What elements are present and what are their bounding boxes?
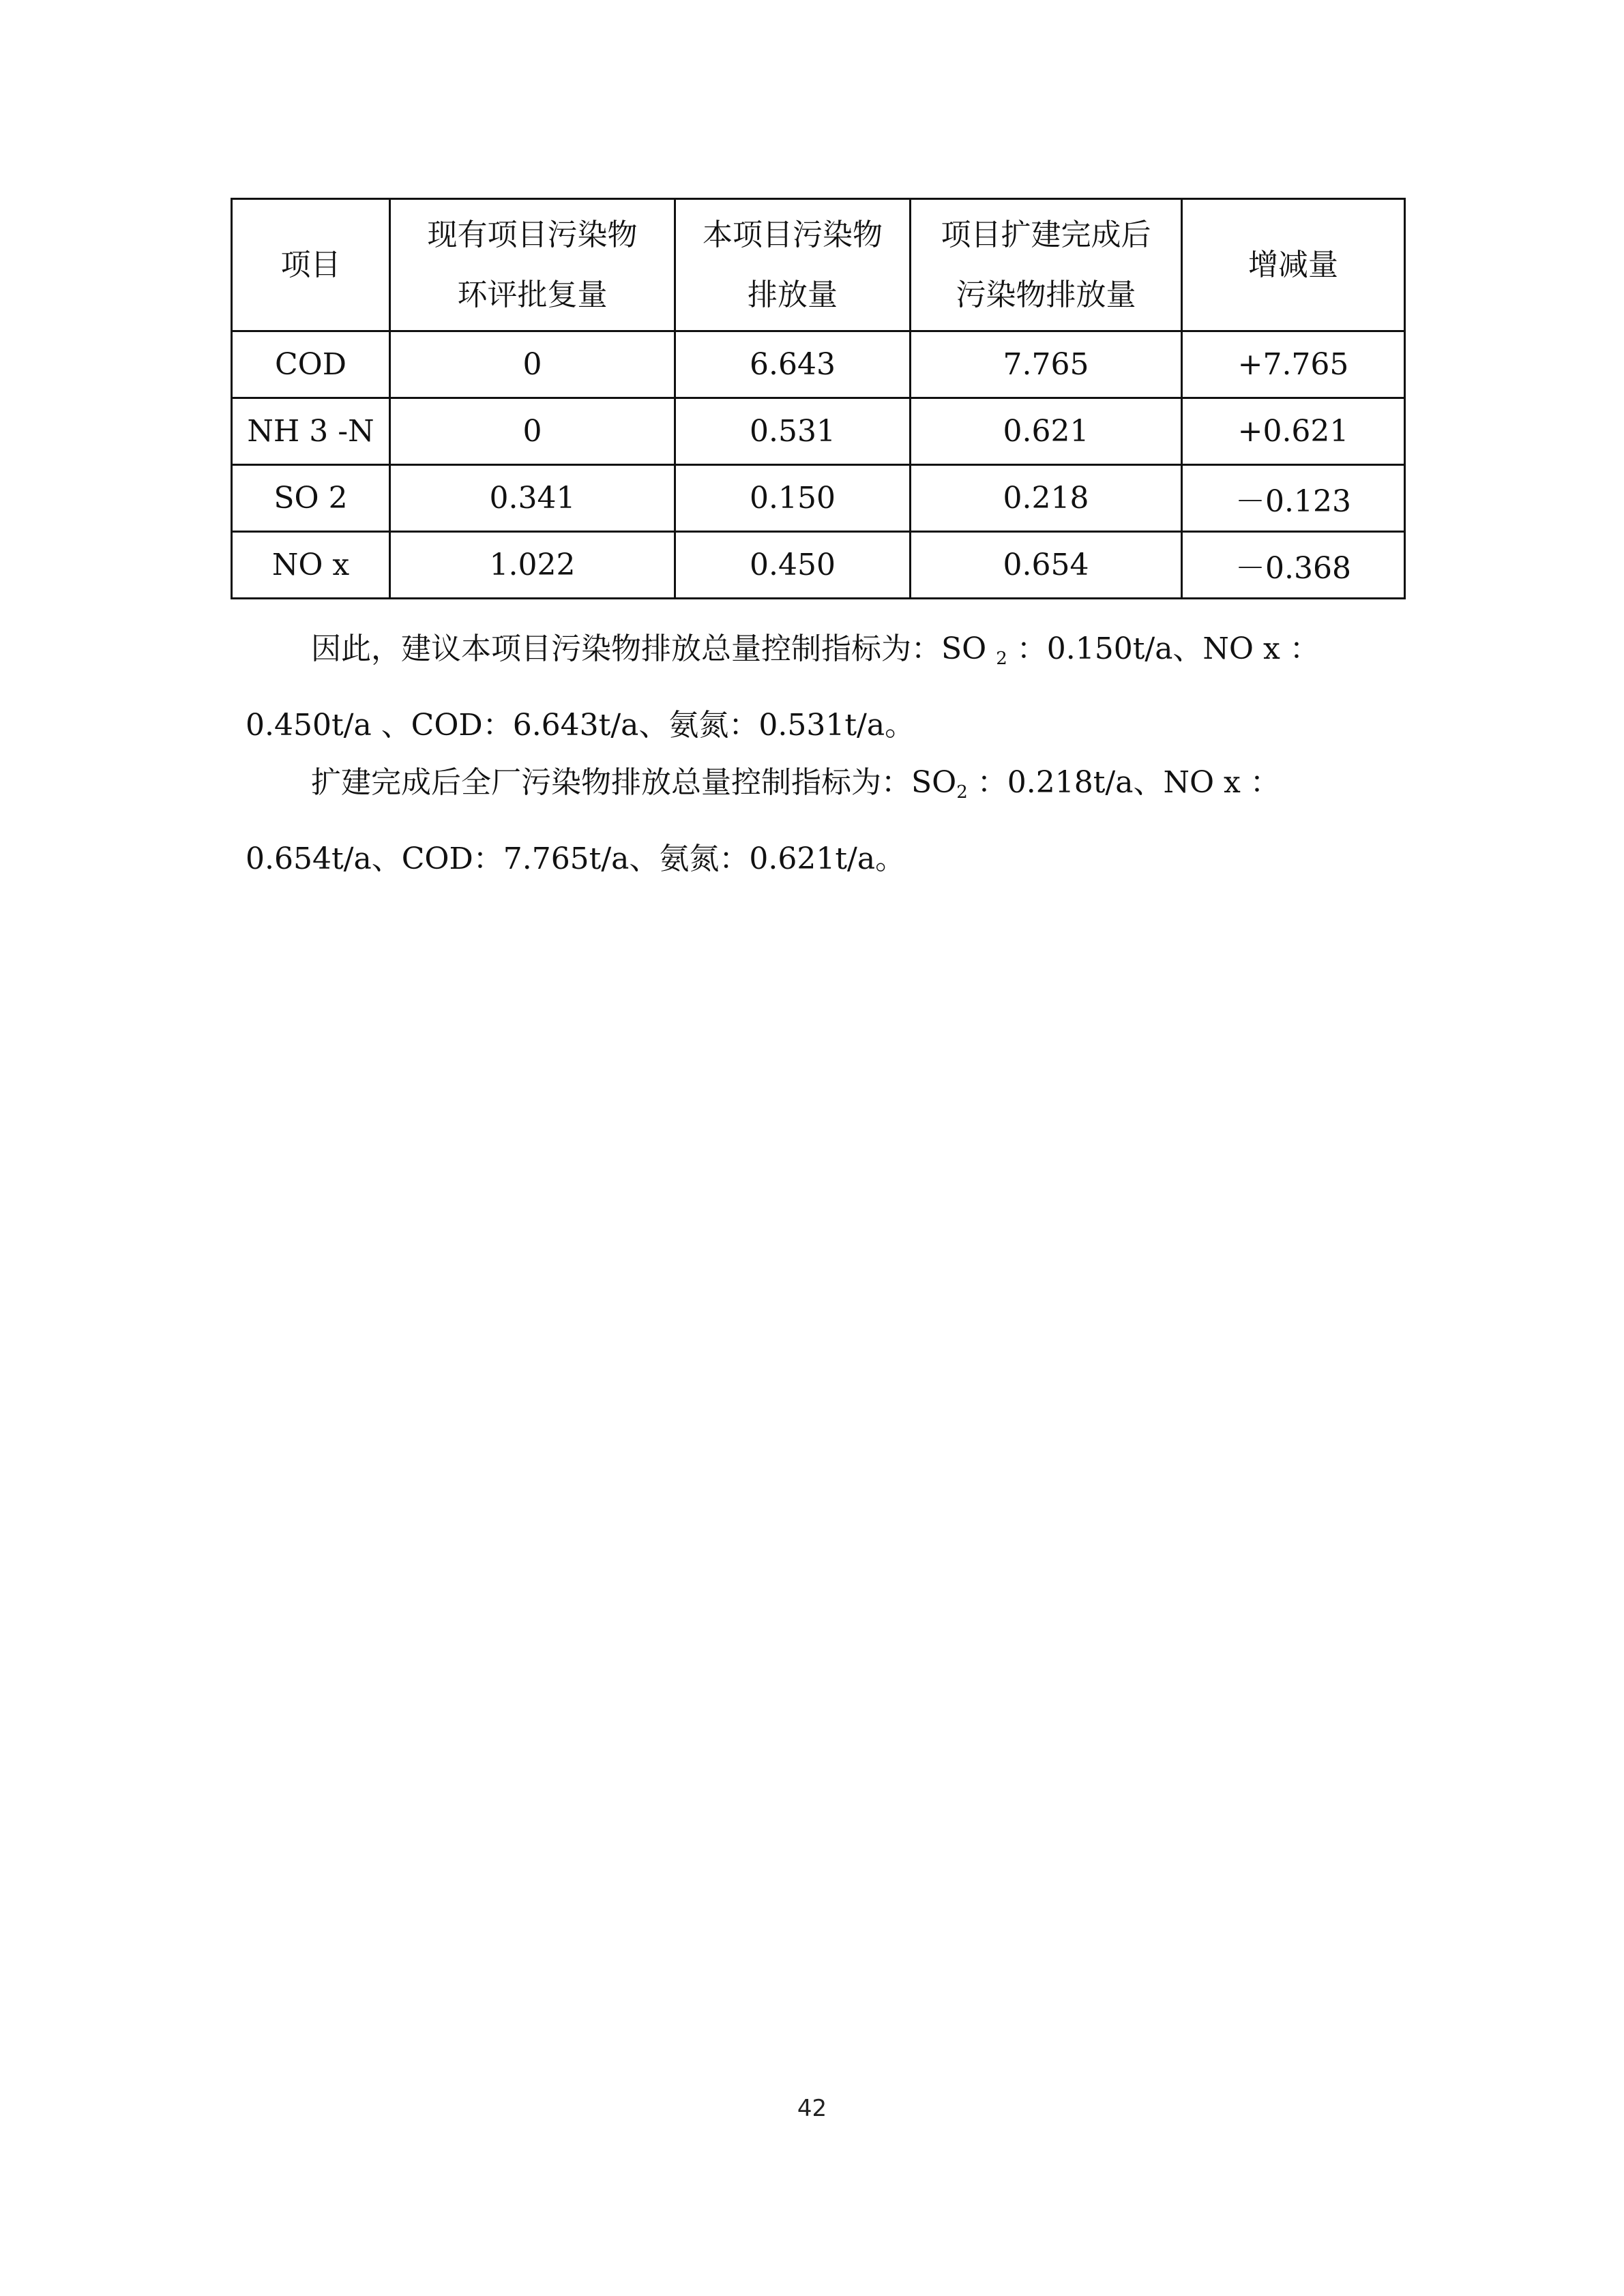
header-item-label: 项目: [280, 247, 341, 282]
table-cell: 0.450: [675, 532, 911, 599]
table-cell: 0.621: [911, 398, 1182, 465]
table-row: [232, 532, 1405, 599]
header-change-label: 增减量: [1248, 247, 1338, 282]
header-line: 排放量: [748, 277, 838, 312]
text-run: ：0.150t/a、NO x ：: [1007, 631, 1320, 666]
paragraph-plant-emission-limits: [246, 749, 1391, 893]
table-row: [232, 331, 1405, 398]
text-run: 扩建完成后全厂污染物排放总量控制指标为：SO: [311, 765, 957, 800]
table-row: [232, 465, 1405, 532]
table-cell: NO x: [232, 532, 390, 599]
paragraph-line: 0.654t/a、COD：7.765t/a、氨氮：0.621t/a。: [246, 841, 906, 876]
table-cell: 6.643: [675, 331, 911, 398]
table-cell: 0.341: [390, 465, 675, 532]
header-after-expansion: [911, 199, 1182, 331]
subscript: 2: [956, 782, 968, 803]
header-approved-amount: [390, 199, 675, 331]
subscript: 2: [996, 648, 1007, 669]
table-cell: 0: [390, 398, 675, 465]
header-item: [232, 199, 390, 331]
table-cell: 1.022: [390, 532, 675, 599]
table-cell: 0.218: [911, 465, 1182, 532]
text-run: 因此，建议本项目污染物排放总量控制指标为：SO: [311, 631, 996, 666]
paragraph-line: [246, 616, 1391, 692]
table-cell: NH 3 -N: [232, 398, 390, 465]
table-cell: 0.654: [911, 532, 1182, 599]
paragraph-project-emission-limits: [246, 616, 1391, 759]
header-line: 环评批复量: [457, 277, 608, 312]
paragraph-line: [246, 749, 1391, 826]
table-row: [232, 398, 1405, 465]
table-cell: －0.123: [1182, 465, 1405, 532]
paragraph-line: 0.450t/a 、COD：6.643t/a、氨氮：0.531t/a。: [246, 708, 915, 743]
table-cell: 0.150: [675, 465, 911, 532]
table-cell: －0.368: [1182, 532, 1405, 599]
header-line: 项目扩建完成后: [941, 217, 1151, 252]
header-project-emission: [675, 199, 911, 331]
header-line: 现有项目污染物: [427, 217, 638, 252]
header-change: [1182, 199, 1405, 331]
page-number: 42: [797, 2095, 827, 2122]
header-line: 污染物排放量: [956, 277, 1136, 312]
table-cell: 7.765: [911, 331, 1182, 398]
table-cell: SO 2: [232, 465, 390, 532]
table-header-row: [232, 199, 1405, 331]
table-cell: 0.531: [675, 398, 911, 465]
pollutant-emissions-table: [231, 198, 1406, 599]
table-cell: 0: [390, 331, 675, 398]
table-cell: COD: [232, 331, 390, 398]
table-cell: +0.621: [1182, 398, 1405, 465]
table-cell: +7.765: [1182, 331, 1405, 398]
text-run: ：0.218t/a、NO x ：: [967, 765, 1280, 800]
header-line: 本项目污染物: [703, 217, 883, 252]
